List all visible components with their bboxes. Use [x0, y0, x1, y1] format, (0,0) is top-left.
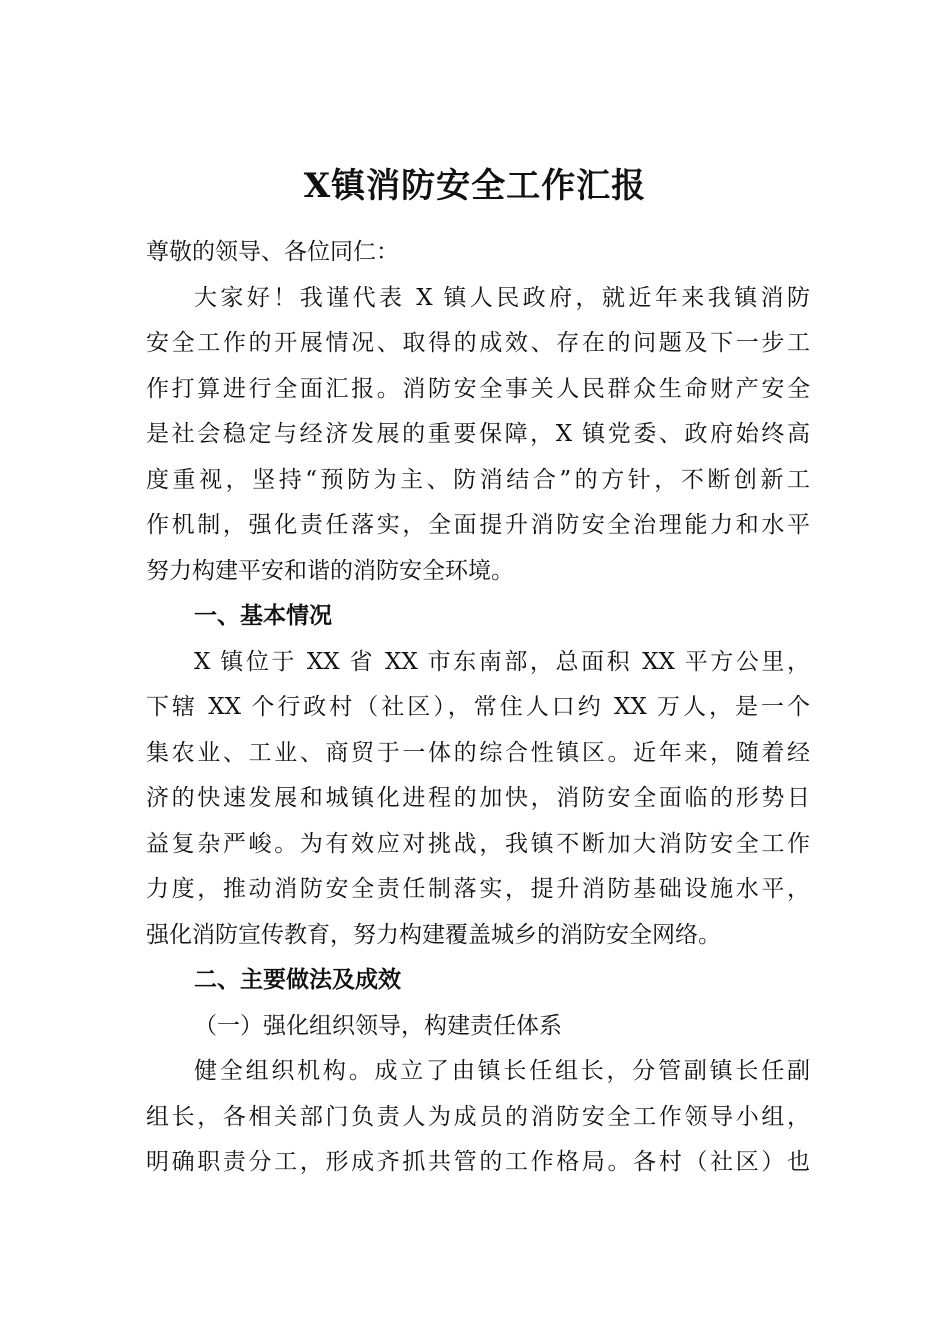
paragraph-line: 努力构建平安和谐的消防安全环境。 [146, 557, 514, 584]
salutation: 尊敬的领导、各位同仁： [146, 239, 399, 265]
paragraph-line: 济的快速发展和城镇化进程的加快，消防安全面临的形势日 [146, 785, 810, 811]
paragraph-line: X 镇位于 XX 省 XX 市东南部，总面积 XX 平方公里， [194, 648, 810, 675]
paragraph-line: 大家好！我谨代表 X 镇人民政府，就近年来我镇消防 [194, 284, 810, 311]
paragraph-line: 安全工作的开展情况、取得的成效、存在的问题及下一步工 [146, 330, 810, 356]
section-heading: 二、主要做法及成效 [194, 967, 401, 993]
section-heading: 一、基本情况 [194, 603, 332, 629]
paragraph-line: 度重视，坚持“预防为主、防消结合”的方针，不断创新工 [146, 466, 810, 493]
paragraph-line: 强化消防宣传教育，努力构建覆盖城乡的消防安全网络。 [146, 921, 721, 948]
paragraph-line: 是社会稳定与经济发展的重要保障，X 镇党委、政府始终高 [146, 421, 810, 447]
document-title: X镇消防安全工作汇报 [303, 166, 647, 206]
paragraph-line: 组长，各相关部门负责人为成员的消防安全工作领导小组， [146, 1103, 810, 1130]
paragraph-line: 健全组织机构。成立了由镇长任组长，分管副镇长任副 [194, 1058, 810, 1084]
paragraph-line: 明确职责分工，形成齐抓共管的工作格局。各村（社区）也 [146, 1149, 810, 1175]
paragraph-line: 下辖 XX 个行政村（社区），常住人口约 XX 万人，是一个 [146, 694, 810, 720]
paragraph-line: 集农业、工业、商贸于一体的综合性镇区。近年来，随着经 [146, 739, 810, 766]
paragraph-line: 作机制，强化责任落实，全面提升消防安全治理能力和水平 [146, 512, 810, 538]
paragraph-line: 益复杂严峻。为有效应对挑战，我镇不断加大消防安全工作 [146, 830, 810, 857]
paragraph-line: 力度，推动消防安全责任制落实，提升消防基础设施水平， [146, 876, 810, 902]
subsection-heading: （一）强化组织领导，构建责任体系 [194, 1012, 562, 1039]
paragraph-line: 作打算进行全面汇报。消防安全事关人民群众生命财产安全 [146, 375, 810, 402]
document-body [146, 230, 810, 1186]
